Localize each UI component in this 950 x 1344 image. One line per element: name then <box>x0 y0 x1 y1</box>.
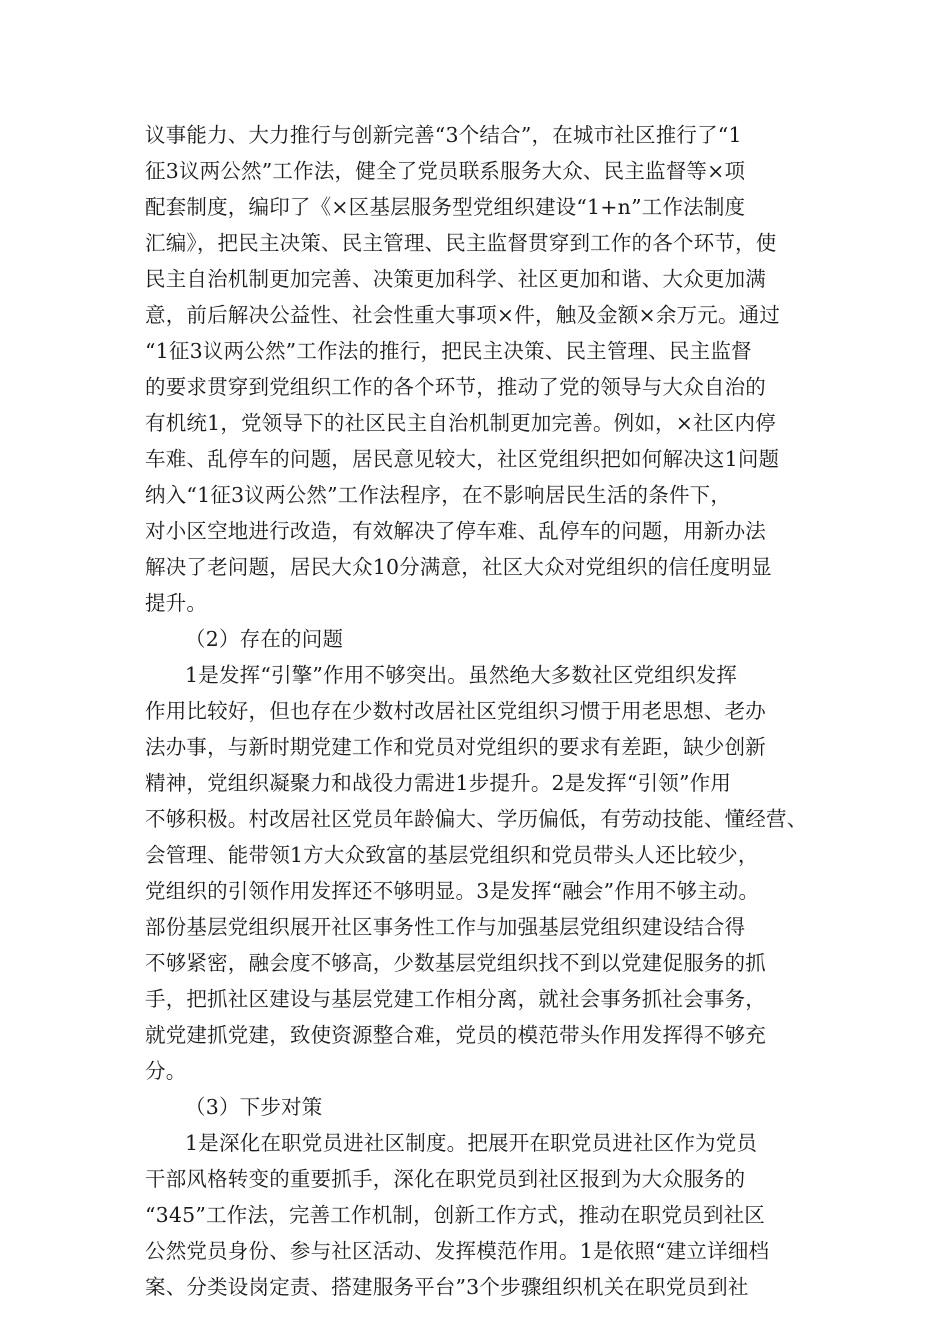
text-line: 有机统1，党领导下的社区民主自治机制更加完善。例如，×社区内停 <box>145 411 776 435</box>
text-line: 汇编》，把民主决策、民主管理、民主监督贯穿到工作的各个环节，使 <box>145 231 777 255</box>
text-line: 解决了老问题，居民大众10分满意，社区大众对党组织的信任度明显 <box>145 555 772 579</box>
text-line: 分。 <box>145 1059 187 1083</box>
text-line: 作用比较好，但也存在少数村改居社区党组织习惯于用老思想、老办 <box>145 699 766 723</box>
text-line: 公然党员身份、参与社区活动、发挥模范作用。1是依照“建立详细档 <box>145 1239 770 1263</box>
text-line: “345”工作法，完善工作机制，创新工作方式，推动在职党员到社区 <box>145 1203 765 1227</box>
text-line: 1是深化在职党员进社区制度。把展开在职党员进社区作为党员 <box>185 1131 758 1155</box>
text-line: 的要求贯穿到党组织工作的各个环节，推动了党的领导与大众自治的 <box>145 375 766 399</box>
text-line: 提升。 <box>145 591 208 615</box>
text-line: 部份基层党组织展开社区事务性工作与加强基层党组织建设结合得 <box>145 915 746 939</box>
body-text <box>145 117 815 1305</box>
text-line: 法办事，与新时期党建工作和党员对党组织的要求有差距，缺少创新 <box>145 735 766 759</box>
text-line: 1是发挥“引擎”作用不够突出。虽然绝大多数社区党组织发挥 <box>185 663 738 687</box>
text-line: 纳入“1征3议两公然”工作法程序，在不影响居民生活的条件下， <box>145 483 732 507</box>
text-line: 征3议两公然”工作法，健全了党员联系服务大众、民主监督等×项 <box>145 159 746 183</box>
text-line: 精神，党组织凝聚力和战役力需进1步提升。2是发挥“引领”作用 <box>145 771 732 795</box>
text-line: 车难、乱停车的问题，居民意见较大，社区党组织把如何解决这1问题 <box>145 447 780 471</box>
text-line: 干部风格转变的重要抓手，深化在职党员到社区报到为大众服务的 <box>145 1167 746 1191</box>
text-line: 议事能力、大力推行与创新完善“3个结合”，在城市社区推行了“1 <box>145 123 742 147</box>
text-line: 就党建抓党建，致使资源整合难，党员的模范带头作用发挥得不够充 <box>145 1023 766 1047</box>
section-heading: （3）下步对策 <box>185 1095 323 1119</box>
text-line: 对小区空地进行改造，有效解决了停车难、乱停车的问题，用新办法 <box>145 519 766 543</box>
text-line: 不够紧密，融会度不够高，少数基层党组织找不到以党建促服务的抓 <box>145 951 766 975</box>
text-line: 意，前后解决公益性、社会性重大事项×件，触及金额×余万元。通过 <box>145 303 781 327</box>
text-line: “1征3议两公然”工作法的推行，把民主决策、民主管理、民主监督 <box>145 339 752 363</box>
section-heading: （2）存在的问题 <box>185 627 344 651</box>
text-line: 党组织的引领作用发挥还不够明显。3是发挥“融会”作用不够主动。 <box>145 879 760 903</box>
text-line: 不够积极。村改居社区党员年龄偏大、学历偏低，有劳动技能、懂经营、 <box>145 807 808 831</box>
text-line: 配套制度，编印了《×区基层服务型党组织建设“1+n”工作法制度 <box>145 195 746 219</box>
text-line: 民主自治机制更加完善、决策更加科学、社区更加和谐、大众更加满 <box>145 267 766 291</box>
text-line: 案、分类设岗定责、搭建服务平台”3个步骤组织机关在职党员到社 <box>145 1275 749 1299</box>
text-line: 手，把抓社区建设与基层党建工作相分离，就社会事务抓社会事务， <box>145 987 766 1011</box>
text-line: 会管理、能带领1方大众致富的基层党组织和党员带头人还比较少， <box>145 843 759 867</box>
